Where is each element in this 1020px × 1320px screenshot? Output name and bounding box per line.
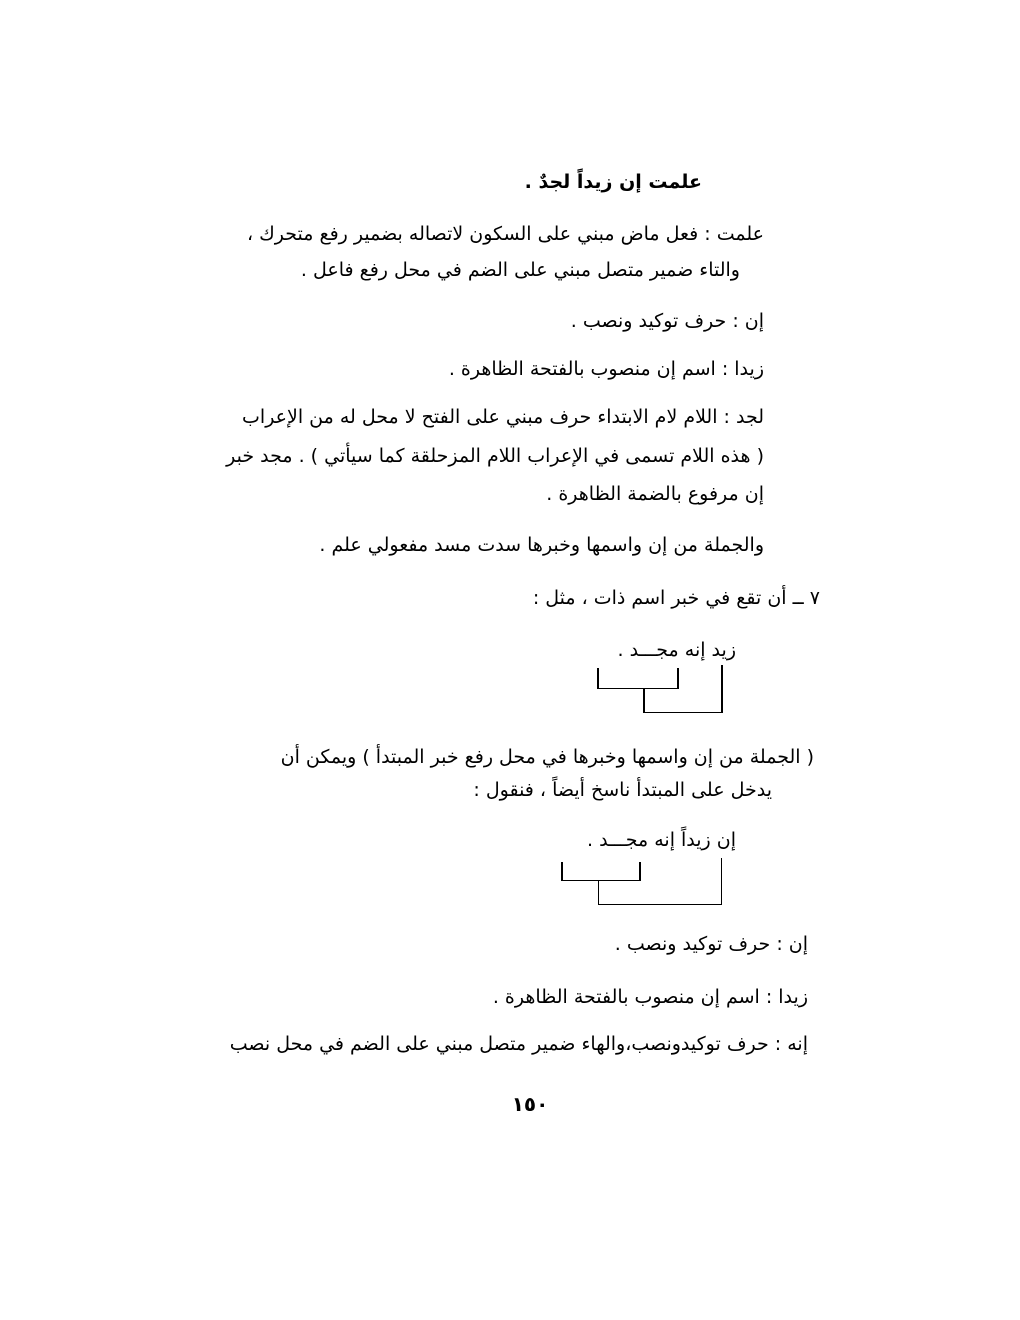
parse-line: زيدا : اسم إن منصوب بالفتحة الظاهرة .: [492, 986, 808, 1008]
section-heading: ٧ ــ أن تقع في خبر اسم ذات ، مثل :: [532, 587, 820, 609]
page-number: ١٥٠: [511, 1092, 549, 1116]
parse-line: ( هذه اللام تسمى في الإعراب اللام المزحلقة كما سيأتي ) . مجد خبر: [226, 445, 764, 467]
example-sentence: علمت إن زيداً لجدٌ .: [524, 171, 702, 193]
parse-line: إن مرفوع بالضمة الظاهرة .: [546, 483, 764, 505]
parse-line: والجملة من إن واسمها وخبرها سدت مسد مفعولي علم .: [319, 534, 764, 556]
parse-line: إن : حرف توكيد ونصب .: [614, 933, 808, 955]
bracket-stroke: [639, 862, 641, 881]
example-sentence: إن زيداً إنه مجـــد .: [586, 829, 736, 851]
bracket-stroke: [561, 862, 563, 881]
bracket-stroke: [598, 881, 599, 905]
bracket-stroke: [677, 668, 679, 689]
parse-line: إنه : حرف توكيدونصب،والهاء ضمير متصل مبني على الضم في محل نصب: [229, 1033, 808, 1055]
parse-line: لجد : اللام لام الابتداء حرف مبني على الفتح لا محل له من الإعراب: [242, 406, 764, 428]
parse-line: زيدا : اسم إن منصوب بالفتحة الظاهرة .: [448, 358, 764, 380]
bracket-stroke: [643, 712, 723, 713]
parse-line: يدخل على المبتدأ ناسخ أيضاً ، فنقول :: [473, 779, 772, 801]
bracket-stroke: [597, 688, 679, 689]
bracket-stroke: [721, 858, 722, 905]
bracket-stroke: [597, 668, 599, 689]
parse-line: علمت : فعل ماض مبني على السكون لاتصاله بضمير رفع متحرك ،: [246, 223, 764, 245]
bracket-stroke: [643, 689, 645, 713]
bracket-stroke: [721, 665, 723, 713]
example-sentence: زيد إنه مجـــد .: [617, 639, 736, 661]
bracket-stroke: [598, 904, 722, 905]
parse-line: ( الجملة من إن واسمها وخبرها في محل رفع خبر المبتدأ ) ويمكن أن: [280, 746, 814, 768]
bracket-stroke: [561, 880, 641, 881]
parse-line: والتاء ضمير متصل مبني على الضم في محل رفع فاعل .: [300, 259, 740, 281]
parse-line: إن : حرف توكيد ونصب .: [570, 310, 764, 332]
